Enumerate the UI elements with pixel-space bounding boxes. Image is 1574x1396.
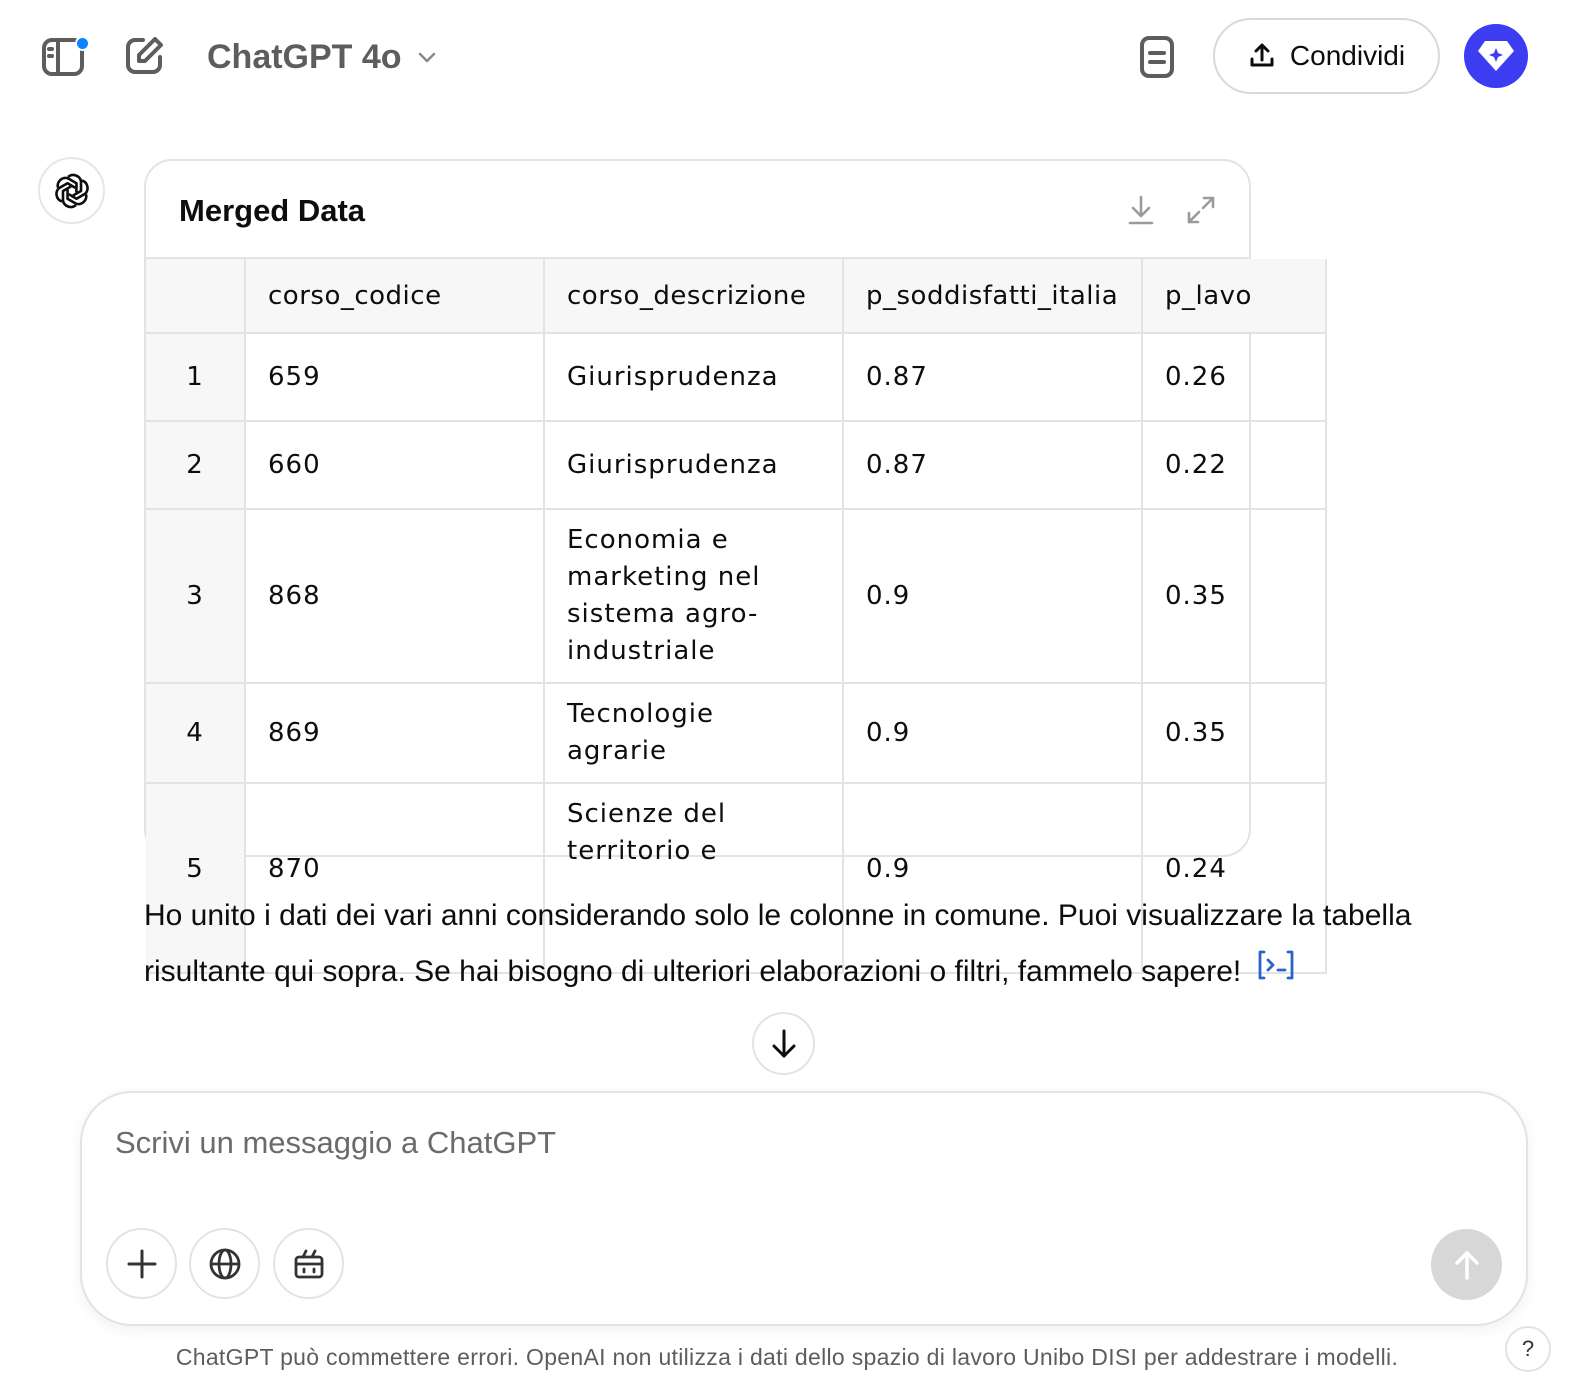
share-button[interactable] (1213, 18, 1440, 94)
cell-corso-codice: 868 (245, 509, 544, 683)
cell-p-lavoro: 0.24 (1142, 783, 1326, 973)
cell-corso-descrizione: Giurisprudenza (544, 421, 843, 509)
user-avatar[interactable] (1464, 24, 1528, 88)
cell-p-soddisfatti: 0.87 (843, 421, 1142, 509)
sidebar-toggle-button[interactable] (38, 32, 90, 82)
document-icon (1138, 35, 1176, 79)
assistant-message (144, 888, 1534, 1001)
column-header-p-lavoro[interactable]: p_lavo (1142, 259, 1326, 333)
openai-logo-icon (52, 171, 92, 211)
cell-p-lavoro: 0.22 (1142, 421, 1326, 509)
send-button[interactable] (1431, 1229, 1502, 1300)
cell-p-soddisfatti: 0.87 (843, 333, 1142, 421)
data-table-card (144, 159, 1252, 884)
notification-dot (75, 36, 90, 51)
row-index: 3 (146, 509, 245, 683)
merged-data-table (146, 259, 1327, 974)
plus-icon (126, 1248, 158, 1280)
edit-icon (123, 35, 165, 77)
row-index: 4 (146, 683, 245, 783)
top-bar (0, 0, 1574, 115)
cell-corso-descrizione: Scienze del territorio e (544, 783, 843, 973)
message-text: Ho unito i dati dei vari anni considerando solo le colonne in comune. Puoi visualizzare la tabella risultante qui sopra. Se hai bisogno di ulteriori elaborazioni o filtri, fammelo sapere! (144, 899, 1412, 988)
cell-corso-codice: 659 (245, 333, 544, 421)
attach-button[interactable] (106, 1228, 177, 1299)
arrow-down-icon (769, 1028, 799, 1060)
expand-button[interactable] (1184, 193, 1218, 227)
table-scroll-area[interactable] (146, 259, 1253, 884)
model-name: ChatGPT 4o (207, 37, 402, 76)
row-index: 2 (146, 421, 245, 509)
help-button[interactable]: ? (1505, 1326, 1551, 1372)
cell-corso-descrizione: Giurisprudenza (544, 333, 843, 421)
cell-p-soddisfatti: 0.9 (843, 683, 1142, 783)
cell-corso-descrizione: Tecnologie agrarie (544, 683, 843, 783)
web-search-button[interactable] (189, 1228, 260, 1299)
cell-corso-codice: 660 (245, 421, 544, 509)
scroll-to-bottom-button[interactable] (752, 1012, 815, 1075)
globe-icon (208, 1247, 242, 1281)
chevron-down-icon (416, 46, 438, 68)
row-index: 1 (146, 333, 245, 421)
tools-button[interactable] (273, 1228, 344, 1299)
cell-corso-codice: 869 (245, 683, 544, 783)
download-button[interactable] (1124, 193, 1158, 227)
assistant-avatar (38, 157, 105, 224)
download-icon (1126, 194, 1156, 226)
toolbox-icon (292, 1247, 326, 1281)
card-title: Merged Data (179, 193, 366, 228)
cell-corso-codice: 870 (245, 783, 544, 973)
row-index: 5 (146, 783, 245, 973)
cell-corso-descrizione: Economia e marketing nel sistema agro-industriale (544, 509, 843, 683)
cell-p-lavoro: 0.35 (1142, 509, 1326, 683)
model-selector[interactable] (207, 34, 438, 80)
table-row (146, 683, 1326, 783)
table-row (146, 509, 1326, 683)
column-header-corso-descrizione[interactable]: corso_descrizione (544, 259, 843, 333)
disclaimer-text: ChatGPT può commettere errori. OpenAI non utilizza i dati dello spazio di lavoro Unibo DISI per addestrare i modelli. (175, 1344, 1399, 1370)
column-header-p-soddisfatti-italia[interactable]: p_soddisfatti_italia (843, 259, 1142, 333)
table-row (146, 421, 1326, 509)
table-row (146, 333, 1326, 421)
canvas-button[interactable] (1133, 32, 1181, 82)
cell-p-lavoro: 0.26 (1142, 333, 1326, 421)
message-input[interactable] (115, 1121, 1415, 1165)
upload-icon (1248, 42, 1276, 70)
expand-icon (1185, 194, 1217, 226)
new-chat-button[interactable] (120, 32, 168, 80)
view-analysis-button[interactable] (1256, 945, 1296, 1001)
code-analysis-icon (1256, 948, 1296, 982)
cell-p-soddisfatti: 0.9 (843, 783, 1142, 973)
column-header-corso-codice[interactable]: corso_codice (245, 259, 544, 333)
share-label: Condividi (1289, 40, 1406, 71)
column-header-index[interactable] (146, 259, 245, 333)
arrow-up-icon (1452, 1249, 1482, 1281)
diamond-icon (1476, 38, 1516, 74)
card-header (146, 161, 1249, 259)
table-header-row (146, 259, 1326, 333)
cell-p-soddisfatti: 0.9 (843, 509, 1142, 683)
cell-p-lavoro: 0.35 (1142, 683, 1326, 783)
